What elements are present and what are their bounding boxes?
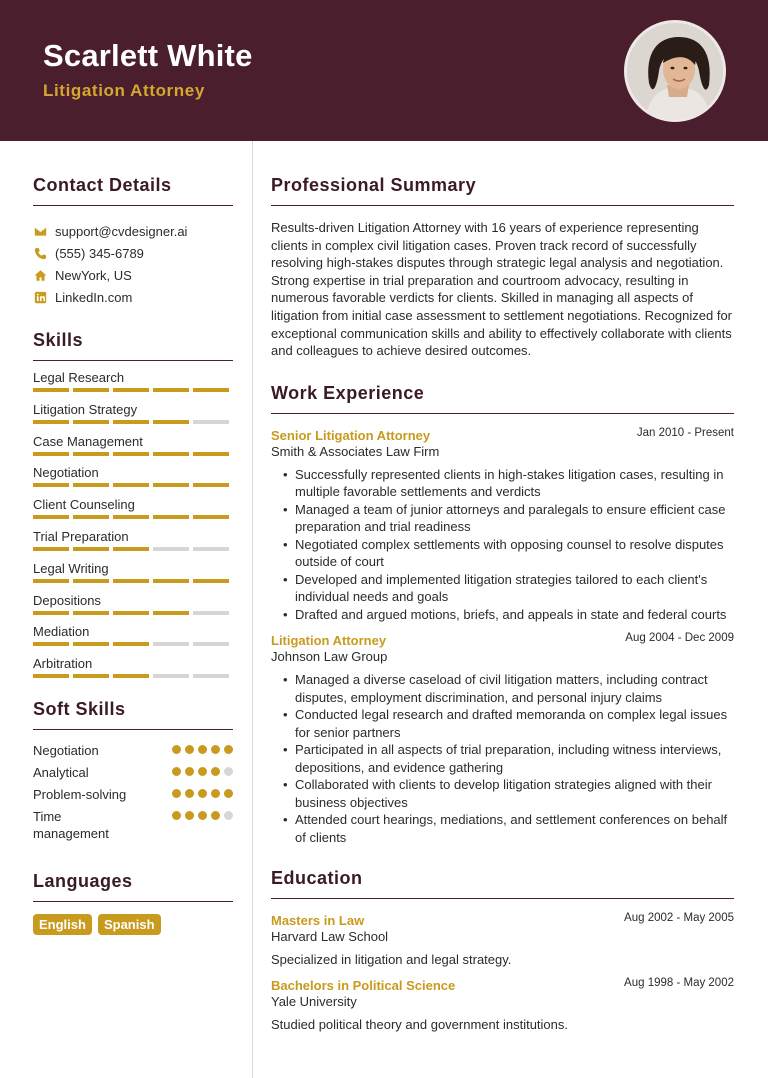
contact-phone[interactable]: [33, 242, 233, 264]
rating-dot: [198, 811, 207, 820]
education-header: [271, 977, 734, 994]
job-bullet: • Collaborated with clients to develop litigation strategies aligned with their business objectives: [271, 776, 734, 811]
skill-label: Depositions: [33, 592, 101, 608]
job-bullet: • Managed a diverse caseload of civil litigation matters, including contract disputes, employment discrimination, and personal injury claims: [271, 671, 734, 706]
skill-level-segment: [193, 452, 229, 456]
job-header: [271, 427, 734, 444]
languages-section: [33, 871, 233, 935]
skill-label: Arbitration: [33, 656, 93, 672]
skill-level-segment: [153, 420, 189, 424]
job-bullets: [271, 671, 734, 846]
soft-skill-row: [33, 808, 233, 844]
profile-photo: [624, 20, 726, 122]
job-bullet: • Developed and implemented litigation strategies tailored to each client's individual needs and goals: [271, 571, 734, 606]
rating-dot: [198, 767, 207, 776]
skill-label: Client Counseling: [33, 497, 135, 513]
skill-level-segment: [153, 547, 189, 551]
contact-section: [33, 175, 233, 308]
language-badge: Spanish: [98, 914, 161, 935]
skill-level-bar: [33, 642, 229, 646]
candidate-title: Litigation Attorney: [43, 81, 205, 100]
skill-level-segment: [153, 611, 189, 615]
right-column: [271, 141, 734, 1032]
skill-level-segment: [193, 674, 229, 678]
education-date: Aug 2002 - May 2005: [624, 912, 734, 925]
rating-dot: [211, 789, 220, 798]
contact-location-text: NewYork, US: [55, 267, 132, 283]
skill-level-segment: [113, 483, 149, 487]
contact-location: [33, 264, 233, 286]
rating-dot: [224, 811, 233, 820]
section-rule: [271, 413, 734, 414]
job-bullet: • Managed a team of junior attorneys and paralegals to ensure efficient case preparation and trial readiness: [271, 501, 734, 536]
section-rule: [271, 898, 734, 899]
section-rule: [33, 360, 233, 361]
skill-level-segment: [33, 579, 69, 583]
experience-section: [271, 383, 734, 847]
language-badge: English: [33, 914, 92, 935]
job-entry: [271, 427, 734, 624]
job-bullet: • Conducted legal research and drafted memoranda on complex legal issues for senior partners: [271, 706, 734, 741]
linkedin-icon: [33, 290, 47, 304]
education-section: [271, 868, 734, 1032]
skill-row: [33, 397, 233, 429]
skill-level-segment: [33, 611, 69, 615]
skill-level-segment: [193, 388, 229, 392]
skill-level-segment: [153, 515, 189, 519]
skill-level-segment: [193, 579, 229, 583]
skill-row: [33, 556, 233, 588]
summary-heading: Professional Summary: [271, 175, 477, 195]
skill-level-bar: [33, 388, 229, 392]
column-divider: [252, 141, 253, 1078]
skill-level-bar: [33, 547, 229, 551]
skill-row: [33, 429, 233, 461]
rating-dot: [198, 745, 207, 754]
skill-level-segment: [73, 579, 109, 583]
education-desc: Studied political theory and government institutions.: [271, 1017, 569, 1033]
section-rule: [33, 901, 233, 902]
soft-skill-label: Time management: [33, 808, 109, 841]
skill-level-segment: [113, 642, 149, 646]
skill-label: Legal Writing: [33, 560, 109, 576]
degree-title: Bachelors in Political Science: [271, 978, 456, 994]
job-bullets: [271, 466, 734, 624]
skill-level-segment: [113, 515, 149, 519]
skill-level-bar: [33, 611, 229, 615]
skill-level-bar: [33, 674, 229, 678]
skill-level-segment: [113, 420, 149, 424]
skill-level-segment: [193, 547, 229, 551]
rating-dot: [185, 811, 194, 820]
rating-dot: [198, 789, 207, 798]
rating-dot: [185, 767, 194, 776]
education-desc: Specialized in litigation and legal strategy.: [271, 952, 512, 968]
job-bullet: • Participated in all aspects of trial preparation, including witness interviews, depositions, and evidence gathering: [271, 741, 734, 776]
contact-heading: Contact Details: [33, 175, 172, 195]
skill-level-segment: [73, 420, 109, 424]
rating-dot: [172, 767, 181, 776]
job-entry: [271, 632, 734, 846]
rating-dot: [172, 789, 181, 798]
languages-list: [33, 914, 233, 935]
contact-email[interactable]: [33, 220, 233, 242]
skill-level-segment: [113, 611, 149, 615]
rating-dot: [185, 789, 194, 798]
skill-label: Litigation Strategy: [33, 401, 138, 417]
skill-row: [33, 365, 233, 397]
section-rule: [33, 205, 233, 206]
soft-skill-row: [33, 742, 233, 764]
soft-skill-row: [33, 764, 233, 786]
education-date: Aug 1998 - May 2002: [624, 977, 734, 990]
skill-level-segment: [113, 452, 149, 456]
skill-level-segment: [113, 388, 149, 392]
job-header: [271, 632, 734, 649]
skill-level-segment: [33, 388, 69, 392]
experience-heading: Work Experience: [271, 382, 425, 403]
skill-level-segment: [193, 515, 229, 519]
job-bullet: • Attended court hearings, mediations, and settlement conferences on behalf of clients: [271, 811, 734, 846]
skill-level-segment: [73, 452, 109, 456]
job-title: Senior Litigation Attorney: [271, 427, 431, 443]
skill-level-segment: [193, 483, 229, 487]
rating-dot: [224, 767, 233, 776]
skill-level-segment: [113, 547, 149, 551]
rating-dot: [211, 811, 220, 820]
contact-list: [33, 220, 233, 308]
skill-level-segment: [33, 420, 69, 424]
skill-level-segment: [113, 579, 149, 583]
skill-level-bar: [33, 420, 229, 424]
skill-level-bar: [33, 579, 229, 583]
resume-header: [0, 0, 768, 141]
degree-title: Masters in Law: [271, 913, 365, 929]
skill-level-bar: [33, 515, 229, 519]
contact-linkedin[interactable]: [33, 286, 233, 308]
soft-skill-rating: [172, 745, 233, 754]
skills-heading: Skills: [33, 330, 84, 350]
skill-level-segment: [73, 547, 109, 551]
contact-phone-text: (555) 345-6789: [55, 245, 144, 261]
education-header: [271, 912, 734, 929]
phone-icon: [33, 246, 47, 260]
skill-level-bar: [33, 483, 229, 487]
skill-level-segment: [193, 642, 229, 646]
soft-skills-section: [33, 699, 233, 844]
soft-skills-heading: Soft Skills: [33, 698, 126, 719]
rating-dot: [185, 745, 194, 754]
skill-level-segment: [153, 642, 189, 646]
skill-label: Trial Preparation: [33, 528, 129, 544]
job-company: Smith & Associates Law Firm: [271, 443, 440, 459]
skill-row: [33, 588, 233, 620]
job-date: Jan 2010 - Present: [636, 426, 734, 439]
contact-linkedin-text: LinkedIn.com: [55, 289, 133, 305]
skills-list: [33, 365, 233, 683]
skill-level-segment: [33, 674, 69, 678]
soft-skill-rating: [172, 789, 233, 798]
skill-level-segment: [73, 611, 109, 615]
skill-level-segment: [153, 452, 189, 456]
soft-skill-rating: [172, 767, 233, 776]
summary-text: Results-driven Litigation Attorney with 16 years of experience representing clients in complex civil litigation cases. Proven track record of successfully resolving high-stakes disputes through strategic legal analysis and negotiation. Strong expertise in trial preparation and courtroom advocacy, resulting in numerous favorable verdicts for clients. Skilled in managing all aspects of litigation from initial case assessment to settlement negotiations. Recognized for exceptional communication skills and ability to effectively collaborate with clients and colleagues to achieve desired outcomes.: [271, 220, 733, 359]
skill-level-segment: [73, 515, 109, 519]
school-name: Yale University: [271, 994, 357, 1010]
skill-level-segment: [193, 611, 229, 615]
portrait-image: [627, 23, 726, 122]
skill-row: [33, 524, 233, 556]
rating-dot: [172, 745, 181, 754]
rating-dot: [172, 811, 181, 820]
job-bullet: • Drafted and argued motions, briefs, and appeals in state and federal courts: [271, 606, 734, 624]
skill-label: Negotiation: [33, 465, 99, 481]
skill-level-segment: [33, 452, 69, 456]
job-company: Johnson Law Group: [271, 649, 388, 665]
skill-level-segment: [73, 642, 109, 646]
skill-level-segment: [153, 388, 189, 392]
home-icon: [33, 268, 47, 282]
school-name: Harvard Law School: [271, 929, 389, 945]
skill-row: [33, 492, 233, 524]
skill-level-segment: [73, 483, 109, 487]
email-icon: [33, 224, 47, 238]
soft-skill-label: Analytical: [33, 764, 89, 780]
rating-dot: [224, 745, 233, 754]
skill-label: Mediation: [33, 624, 90, 640]
skill-row: [33, 460, 233, 492]
skill-level-segment: [33, 642, 69, 646]
education-entry: [271, 977, 734, 1032]
rating-dot: [224, 789, 233, 798]
skill-level-segment: [73, 388, 109, 392]
skill-row: [33, 619, 233, 651]
job-bullet: • Successfully represented clients in high-stakes litigation cases, resulting in multiple favorable settlements and verdicts: [271, 466, 734, 501]
skill-level-segment: [113, 674, 149, 678]
skill-level-segment: [153, 579, 189, 583]
soft-skill-rating: [172, 811, 233, 820]
skill-level-segment: [153, 483, 189, 487]
soft-skill-row: [33, 786, 233, 808]
skill-level-segment: [33, 483, 69, 487]
job-date: Aug 2004 - Dec 2009: [625, 632, 734, 645]
skill-level-segment: [73, 674, 109, 678]
education-heading: Education: [271, 868, 363, 889]
soft-skills-list: [33, 742, 233, 844]
section-rule: [271, 205, 734, 206]
skill-level-bar: [33, 452, 229, 456]
rating-dot: [211, 745, 220, 754]
contact-email-text: support@cvdesigner.ai: [55, 223, 188, 239]
job-bullet: • Negotiated complex settlements with opposing counsel to resolve disputes outside of court: [271, 536, 734, 571]
left-column: [33, 141, 233, 935]
rating-dot: [211, 767, 220, 776]
candidate-name: Scarlett White: [43, 38, 253, 73]
languages-heading: Languages: [33, 870, 133, 891]
job-title: Litigation Attorney: [271, 633, 387, 649]
skill-level-segment: [33, 547, 69, 551]
education-entry: [271, 912, 734, 967]
skill-label: Legal Research: [33, 370, 125, 385]
skill-level-segment: [193, 420, 229, 424]
skill-level-segment: [153, 674, 189, 678]
skill-row: [33, 651, 233, 683]
section-rule: [33, 729, 233, 730]
skill-level-segment: [33, 515, 69, 519]
skill-label: Case Management: [33, 433, 143, 449]
soft-skill-label: Negotiation: [33, 742, 99, 758]
summary-section: [271, 175, 734, 360]
skills-section: [33, 330, 233, 683]
soft-skill-label: Problem-solving: [33, 786, 127, 802]
